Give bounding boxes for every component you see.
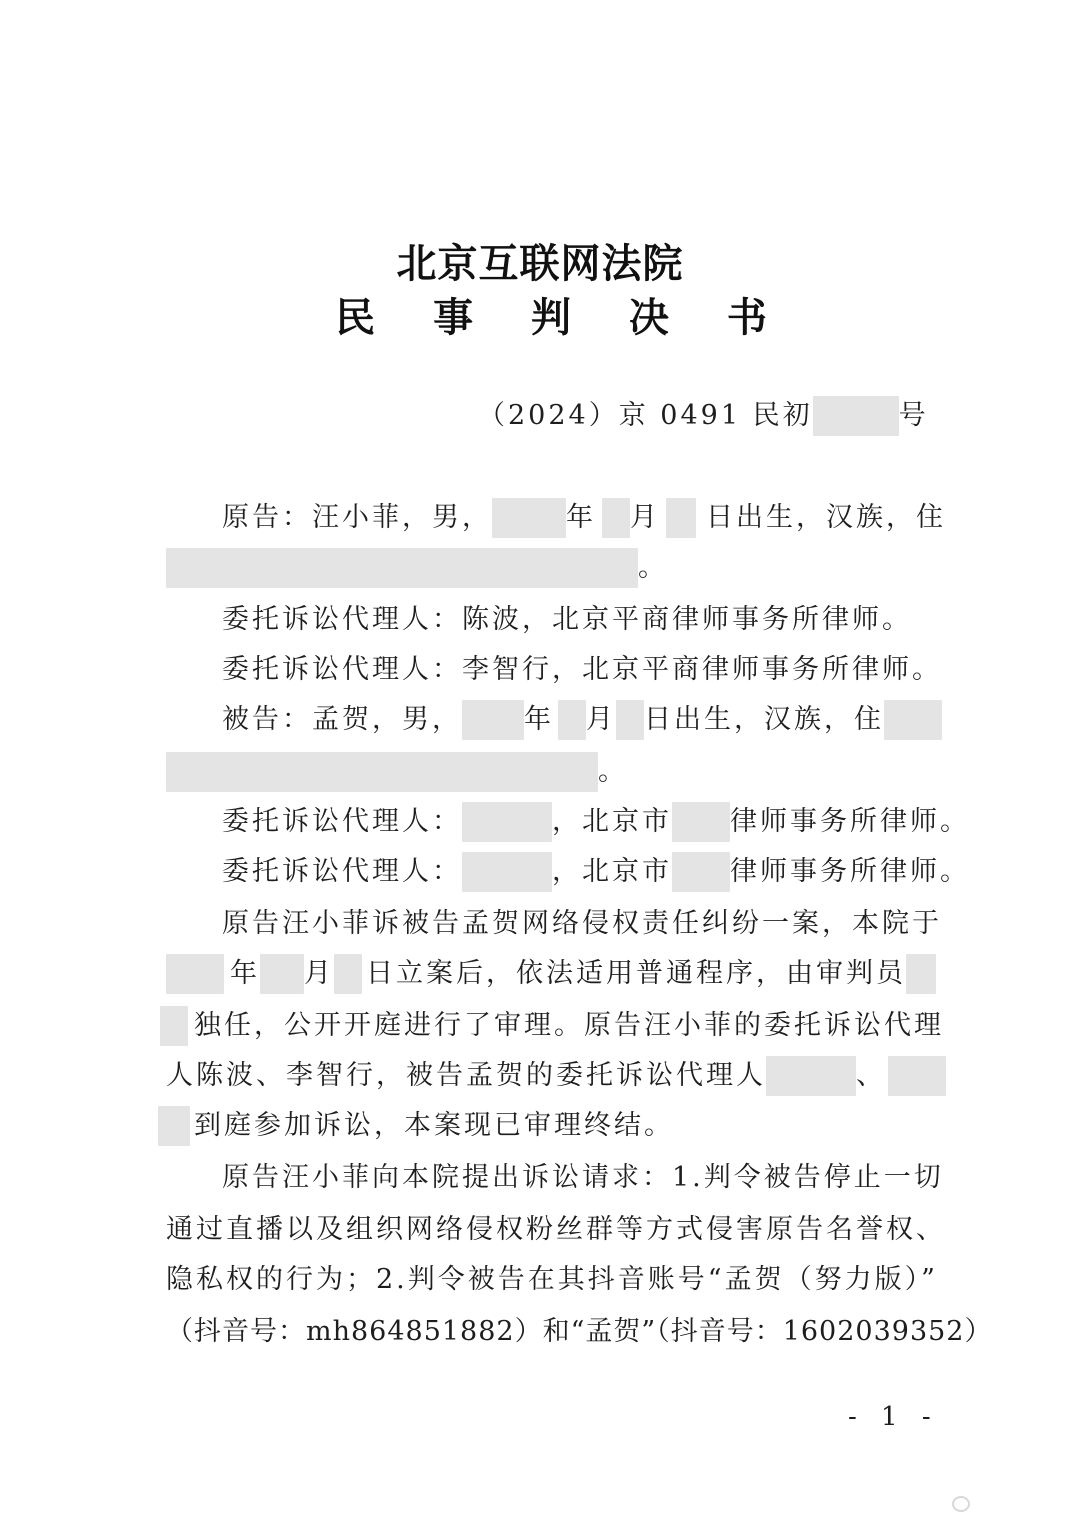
case-para-line-5: 到庭参加诉讼，本案现已审理终结。 [158, 1106, 674, 1146]
redaction [158, 1106, 190, 1146]
redaction [602, 498, 630, 538]
claims-line-4: （抖音号：mh864851882）和“孟贺”（抖音号：1602039352） [166, 1316, 993, 1347]
case-para-line-1: 原告汪小菲诉被告孟贺网络侵权责任纠纷一案，本院于 [222, 908, 942, 939]
document-type: 民 事 判 决 书 [335, 294, 789, 341]
redaction [334, 954, 362, 994]
plaintiff-address: 。 [166, 548, 668, 588]
redaction [166, 954, 224, 994]
redaction [884, 700, 942, 740]
redaction [160, 1006, 188, 1046]
plaintiff-agent-1: 委托诉讼代理人：陈波，北京平商律师事务所律师。 [222, 604, 912, 635]
redaction [616, 700, 644, 740]
defendant-agent-2: 委托诉讼代理人： ，北京市 律师事务所律师。 [222, 852, 970, 892]
redaction [462, 852, 552, 892]
redaction [766, 1056, 856, 1096]
page-number: - 1 - [848, 1402, 939, 1432]
case-para-line-4: 人陈波、李智行，被告孟贺的委托诉讼代理人 、 [166, 1056, 946, 1096]
plaintiff-agent-2: 委托诉讼代理人：李智行，北京平商律师事务所律师。 [222, 654, 942, 685]
redaction [492, 498, 566, 538]
redaction [672, 802, 730, 842]
redaction [166, 548, 638, 588]
redaction [558, 700, 586, 740]
defendant-line: 被告：孟贺，男， 年 月 日出生，汉族，住 [222, 700, 942, 740]
redaction [666, 498, 696, 538]
case-number: （2024）京 0491 民初 号 [478, 396, 929, 436]
redaction [462, 802, 552, 842]
court-name: 北京互联网法院 [396, 240, 684, 287]
redaction [813, 396, 899, 436]
redaction [166, 752, 598, 792]
redaction [462, 700, 524, 740]
watermark-icon [952, 1496, 970, 1512]
claims-line-2: 通过直播以及组织网络侵权粉丝群等方式侵害原告名誉权、 [166, 1214, 946, 1245]
redaction [906, 954, 936, 994]
defendant-agent-1: 委托诉讼代理人： ，北京市 律师事务所律师。 [222, 802, 970, 842]
case-para-line-2: 年 月 日立案后，依法适用普通程序，由审判员 [166, 954, 936, 994]
redaction [672, 852, 730, 892]
claims-line-1: 原告汪小菲向本院提出诉讼请求：1.判令被告停止一切 [222, 1162, 944, 1193]
redaction [888, 1056, 946, 1096]
defendant-address: 。 [166, 752, 628, 792]
redaction [260, 954, 304, 994]
case-para-line-3: 独任，公开开庭进行了审理。原告汪小菲的委托诉讼代理 [160, 1006, 944, 1046]
plaintiff-line: 原告：汪小菲，男， 年 月 日出生，汉族，住 [222, 498, 946, 538]
claims-line-3: 隐私权的行为；2.判令被告在其抖音账号“孟贺（努力版）” [166, 1264, 938, 1295]
